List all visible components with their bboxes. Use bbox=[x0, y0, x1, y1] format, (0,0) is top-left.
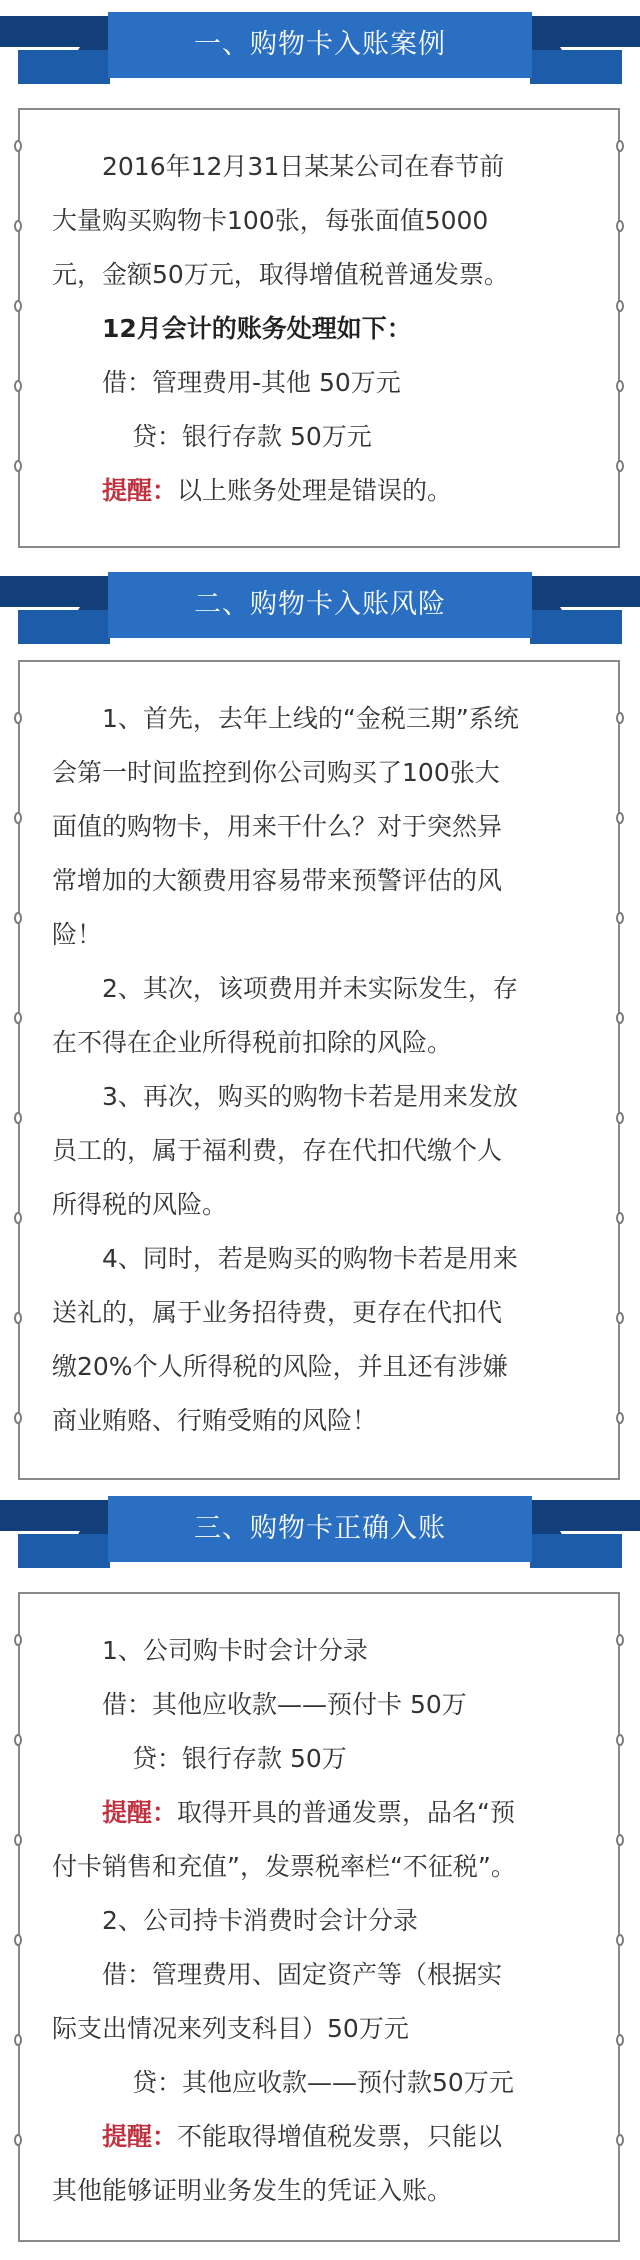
section-title: 一、购物卡入账案例 bbox=[194, 29, 446, 60]
paragraph-line: 面值的购物卡，用来干什么？对于突然异 bbox=[52, 812, 503, 841]
ring-decoration bbox=[14, 2134, 22, 2146]
reminder-line bbox=[102, 2110, 502, 2164]
ring-decoration bbox=[616, 812, 624, 824]
paragraph-line: 4、同时，若是购买的购物卡若是用来 bbox=[102, 1244, 518, 1273]
ring-decoration bbox=[616, 1312, 624, 1324]
reminder-label: 提醒： bbox=[102, 1798, 178, 1827]
entries-heading: 12月会计的账务处理如下： bbox=[102, 314, 412, 343]
section-3-banner bbox=[0, 1492, 640, 1574]
section-2-banner bbox=[0, 568, 640, 650]
paragraph-line: 会第一时间监控到你公司购买了100张大 bbox=[52, 758, 500, 787]
ring-decoration bbox=[14, 460, 22, 472]
paragraph-line: 所得税的风险。 bbox=[52, 1190, 228, 1219]
paragraph-line: 商业贿赂、行贿受贿的风险！ bbox=[52, 1406, 378, 1435]
reminder-label: 提醒： bbox=[102, 476, 178, 505]
ring-decoration bbox=[14, 380, 22, 392]
ring-decoration bbox=[616, 2034, 624, 2046]
paragraph-line: 2016年12月31日某某公司在春节前 bbox=[102, 152, 505, 181]
paragraph-line: 其他能够证明业务发生的凭证入账。 bbox=[52, 2176, 453, 2205]
ring-decoration bbox=[616, 1012, 624, 1024]
debit-entry: 借：管理费用-其他 50万元 bbox=[102, 368, 401, 397]
reminder-line bbox=[102, 464, 452, 518]
credit-entry: 贷：银行存款 50万元 bbox=[132, 422, 372, 451]
ring-decoration bbox=[14, 1734, 22, 1746]
ring-decoration bbox=[14, 1412, 22, 1424]
ring-decoration bbox=[616, 1834, 624, 1846]
paragraph-line: 际支出情况来列支科目）50万元 bbox=[52, 2014, 409, 2043]
reminder-line bbox=[102, 1786, 515, 1840]
section-title: 三、购物卡正确入账 bbox=[194, 1513, 446, 1544]
section-title: 二、购物卡入账风险 bbox=[194, 589, 446, 620]
reminder-text: 不能取得增值税发票，只能以 bbox=[177, 2122, 503, 2151]
ring-decoration bbox=[14, 1112, 22, 1124]
debit-entry: 借：其他应收款——预付卡 50万 bbox=[102, 1690, 467, 1719]
section-1-box bbox=[18, 108, 620, 548]
paragraph-line: 元，金额50万元，取得增值税普通发票。 bbox=[52, 260, 509, 289]
reminder-label: 提醒： bbox=[102, 2122, 178, 2151]
section-1-banner bbox=[0, 8, 640, 90]
ring-decoration bbox=[616, 1212, 624, 1224]
paragraph-line: 2、其次，该项费用并未实际发生，存 bbox=[102, 974, 518, 1003]
ring-decoration bbox=[616, 912, 624, 924]
ring-decoration bbox=[14, 912, 22, 924]
ring-decoration bbox=[616, 300, 624, 312]
paragraph-line: 常增加的大额费用容易带来预警评估的风 bbox=[52, 866, 503, 895]
ring-decoration bbox=[14, 1634, 22, 1646]
ring-decoration bbox=[616, 140, 624, 152]
paragraph-line: 员工的，属于福利费，存在代扣代缴个人 bbox=[52, 1136, 503, 1165]
credit-entry: 贷：银行存款 50万 bbox=[132, 1744, 347, 1773]
paragraph-line: 大量购买购物卡100张，每张面值5000 bbox=[52, 206, 489, 235]
paragraph-line: 3、再次，购买的购物卡若是用来发放 bbox=[102, 1082, 518, 1111]
ring-decoration bbox=[14, 140, 22, 152]
ring-decoration bbox=[14, 1012, 22, 1024]
ring-decoration bbox=[616, 460, 624, 472]
ring-decoration bbox=[14, 2034, 22, 2046]
ring-decoration bbox=[616, 380, 624, 392]
paragraph-line: 付卡销售和充值”，发票税率栏“不征税”。 bbox=[52, 1852, 516, 1881]
ring-decoration bbox=[616, 712, 624, 724]
ring-decoration bbox=[14, 812, 22, 824]
ring-decoration bbox=[14, 1834, 22, 1846]
paragraph-line: 1、公司购卡时会计分录 bbox=[102, 1636, 368, 1665]
ring-decoration bbox=[616, 1934, 624, 1946]
ring-decoration bbox=[616, 2134, 624, 2146]
debit-entry: 借：管理费用、固定资产等（根据实 bbox=[102, 1960, 503, 1989]
paragraph-line: 送礼的，属于业务招待费，更存在代扣代 bbox=[52, 1298, 503, 1327]
paragraph-line: 险！ bbox=[52, 920, 103, 949]
ring-decoration bbox=[616, 1412, 624, 1424]
paragraph-line: 缴20%个人所得税的风险，并且还有涉嫌 bbox=[52, 1352, 508, 1381]
section-2-box bbox=[18, 660, 620, 1480]
ring-decoration bbox=[14, 712, 22, 724]
paragraph-line: 1、首先，去年上线的“金税三期”系统 bbox=[102, 704, 519, 733]
ring-decoration bbox=[616, 1634, 624, 1646]
credit-entry: 贷：其他应收款——预付款50万元 bbox=[132, 2068, 514, 2097]
ring-decoration bbox=[14, 1312, 22, 1324]
paragraph-line: 2、公司持卡消费时会计分录 bbox=[102, 1906, 418, 1935]
ring-decoration bbox=[14, 300, 22, 312]
ring-decoration bbox=[14, 1212, 22, 1224]
ring-decoration bbox=[616, 220, 624, 232]
reminder-text: 取得开具的普通发票，品名“预 bbox=[177, 1798, 515, 1827]
section-3-box bbox=[18, 1592, 620, 2242]
ring-decoration bbox=[14, 1934, 22, 1946]
ring-decoration bbox=[14, 220, 22, 232]
paragraph-line: 在不得在企业所得税前扣除的风险。 bbox=[52, 1028, 453, 1057]
ring-decoration bbox=[616, 1112, 624, 1124]
ring-decoration bbox=[616, 1734, 624, 1746]
reminder-text: 以上账务处理是错误的。 bbox=[177, 476, 453, 505]
